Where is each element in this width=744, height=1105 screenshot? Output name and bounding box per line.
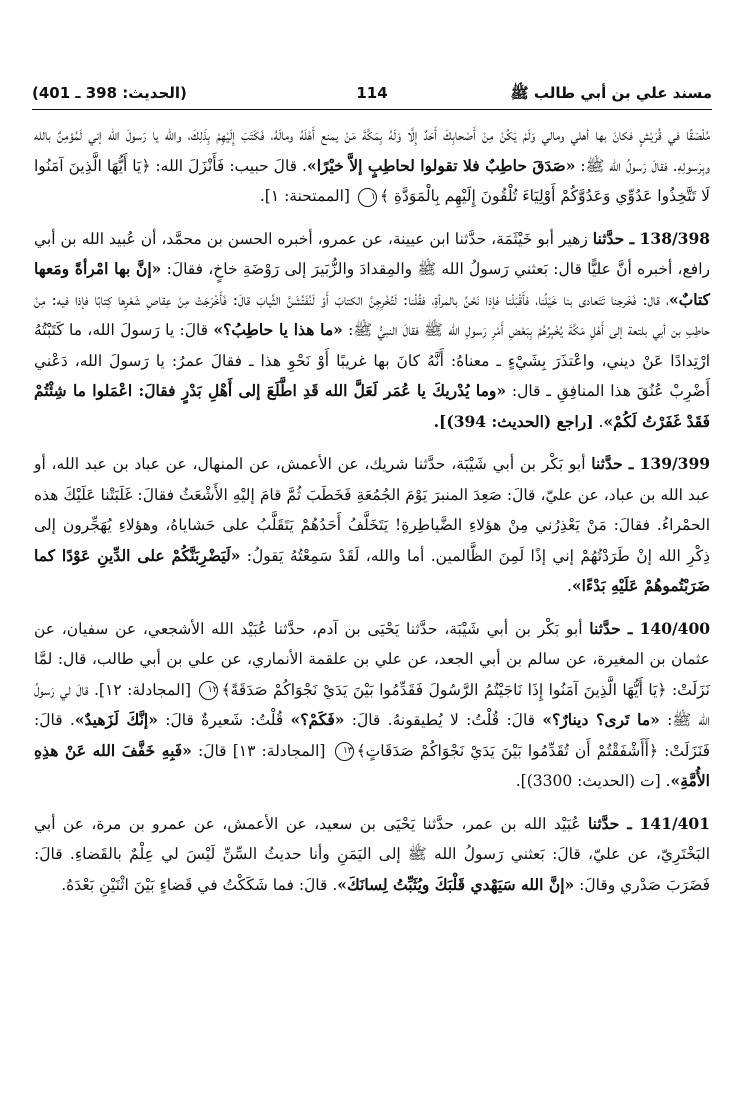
- bold-text: «فَبِهِ خَفَّفَ الله عَنْ هذِهِ الأُمَّةِ»: [34, 740, 710, 790]
- bold-text: «لَيَضْرِبَنَّكُمْ على الدِّينِ عَوْدًا كما ضَرَبْتُموهُمْ عَلَيْهِ بَدْءًا»: [34, 545, 710, 595]
- paragraph-continuation: [34, 120, 710, 212]
- page-header: [32, 82, 712, 108]
- bold-text: «صَدَقَ حاطِبٌ فلا تقولوا لحاطِبٍ إلاَّ خيْرًا»: [307, 155, 576, 175]
- bold-text: «إنَّ الله سَيَهْدي قَلْبَكَ ويُثَبِّتُ لِسانَكَ»: [337, 874, 575, 894]
- body-text: . قالَ: فَنَزَلَتْ: ﴿أَأَشْفَقْتُمْ أَن تُقَدِّمُوا بَيْنَ يَدَيْ نَجْوَاكُمْ صَدَقَاتٍ﴾: [34, 711, 710, 760]
- hadith-400: [34, 614, 710, 797]
- hadith-399: [34, 449, 710, 602]
- hadith-398: [34, 224, 710, 438]
- body-text: [الممتحنة: ١].: [259, 187, 355, 205]
- body-text: . قالَ حبيب: فَأَنْزَلَ الله: ﴿يَا أَيُّهَا الَّذِينَ آمَنُوا لَا تَتَّخِذُوا عَدُوِّي وَعَدُوَّكُمْ أَوْلِيَاءَ تُلْقُونَ إِلَيْهِم بِالْمَوَدَّةِ ﴾: [34, 156, 710, 205]
- body-text: . [ت (الحديث: 3300)].: [515, 772, 671, 790]
- bold-text: [راجع (الحديث: 394)].: [433, 411, 594, 431]
- ayah-number-icon: ١٣: [335, 742, 354, 761]
- bold-text: 140/400 ـ حدَّثنا: [589, 618, 711, 638]
- header-divider: [32, 109, 712, 110]
- bold-text: 141/401 ـ حدَّثنا: [587, 813, 710, 833]
- body-text: قُلْتُ: شَعيرةٌ قالَ:: [157, 711, 291, 729]
- body-text: أبو بَكْر بن أبي شَيْبَة، حدَّثنا شريك، عن الأعمش، عن المنهال، عن عباد بن عبد الله، أو عبد الله بن عباد، عن عليّ، قالَ: صَعِدَ المنبرَ يَوْمَ الجُمُعَةِ فَخَطَبَ ثُمَّ قامَ إليْهِ الأَشْعَثُ فقالَ: غَلَبَتْنا عَلَيْكَ هذه الحمْراءُ. فقالَ: مَنْ يَعْذِرُني مِنْ هؤلاءِ الضَّياطِرةِ! يَتَخَلَّفُ أَحَدُهُمْ يَتَقَلَّبُ على حَشاياهُ، وهؤلاءِ يُهَجِّرون إلى ذِكْرِ الله إنْ طَرَدْتُهُمْ إني إذًا لَمِنَ الظَّالمين. أما والله، لَقَدْ سَمِعْتُهُ يَقولُ:: [34, 455, 711, 565]
- body-text: ، قال: فَخَرجنا تَتَعادى بنا خَيْلُنا، فأَقْبَلْنا فإذا نَحْنُ بالمرأةِ، فقُلْنا: لَتُخْرِجِنَّ الكتابَ أَوْ لَنُفَتِّشَنَّ الثِّيابَ قالَ: فَأَخْرَجَتْ مِنْ عِقاصِ شَعْرِها كِتابًا فإذا فيه: مِنْ حاطِبِ بن أبي بلتعة إلى أَهْلِ مَكَّةَ يُخْبِرُهُمْ بِبَعْضِ أَمْرِ رَسولِ الله ﷺ فقالَ النبيُّ ﷺ:: [34, 290, 710, 339]
- bold-text: 139/399 ـ حدَّثنا: [591, 454, 711, 473]
- bold-text: «إنَّكَ لَزَهيدٌ»: [74, 710, 158, 729]
- running-title: مسند علي بن أبي طالب ﷺ: [510, 84, 712, 102]
- bold-text: «إنَّ بها امْرأةً ومَعها كتابٌ»: [34, 259, 710, 309]
- bold-text: «ما تَرى؟ دينارٌ؟»: [542, 710, 660, 729]
- body-text: قالَ: قُلْتُ: لا يُطيقونهُ. قالَ:: [344, 711, 543, 729]
- body-text: .: [593, 412, 604, 431]
- bold-text: «ما هذا يا حاطِبُ؟»: [213, 320, 343, 339]
- body-text: [المجادلة: ١٣] قالَ:: [191, 741, 332, 760]
- body-text: . قالَ: فما شَكَكْتُ في قَضاءٍ بَيْنَ اثْنَيْنِ بَعْدَهُ.: [61, 875, 338, 894]
- bold-text: 138/398 ـ حدَّثنا: [592, 228, 711, 248]
- body-text: أبو بَكْر بن أبي شَيْبَة، حدَّثنا يَحْيَى بن آدم، حدَّثنا عُبَيْد الله الأشجعي، عن سفيان، عن عثمان بن المغيرة، عن سالم بن أبي الجعد، عن علي بن علقمة الأنماري، عن علي بن أبي طالب، قال: لمَّا نَزَلَتْ: ﴿يَا أَيُّهَا الَّذِينَ آمَنُوا إِذَا نَاجَيْتُمُ الرَّسُولَ فَقَدِّمُوا بَيْنَ يَدَيْ نَجْوَاكُمْ صَدَقَةً﴾: [34, 619, 710, 699]
- ayah-number-icon: ١: [358, 188, 377, 207]
- ayah-number-icon: ١٢: [199, 681, 218, 700]
- body-text: عُبَيْد الله بن عمر، حدَّثنا يَحْيَى بن سعيد، عن الأعمش، عن عمرو بن مرة، عن أبي البَخْتَرِيّ، عن عليّ، قالَ: بَعثني رَسولُ الله ﷺ إلى اليَمَنِ وأنا حديثُ السِّنِّ لَيْسَ لي عِلْمٌ بالقَضاءِ. قالَ: فَضَرَبَ صَدْري وقالَ:: [34, 814, 710, 894]
- body-text: [المجادلة: ١٢]. قالَ لي رَسولُ الله ﷺ:: [34, 680, 710, 729]
- body-text: .: [567, 577, 572, 595]
- hadith-range: (الحديث: 398 ـ 401): [32, 84, 187, 102]
- hadith-401: [34, 809, 710, 901]
- body-text: قالَ: يا رَسولَ الله، ما كَتَبْتُهُ ارْتِدادًا عَنْ ديني، واعْتذَرَ بِشَيْءٍ ـ معناهُ: أَنَّهُ كانَ بها غريبًا أَوْ نَحْوِ هذا ـ فقالَ عمرُ: يا رَسولَ الله، دَعْني أَضْرِبْ عُنُقَ هذا المنافِقِ ـ قال:: [34, 321, 710, 400]
- bold-text: «وما يُدْريكَ يا عُمَر لَعَلَّ الله قَدِ اطَّلَعَ إلى أَهْلِ بَدْرٍ فقالَ: اعْمَلوا ما شِئْتُمْ فَقَدْ غَفَرْتُ لَكُمْ»: [34, 381, 710, 431]
- body-text: زهير أبو خَيْثَمَة، حدَّثنا ابن عيينة، عن عمرو، أخبره الحسن بن محمَّد، أن عُبيد الله بن أبي رافع، أخبره أنَّ عليًّا قال: بَعثني رَسولُ الله ﷺ والمِقدادَ والزُّبَيرَ إلى رَوْضَةِ خاخٍ، فقالَ:: [34, 229, 710, 278]
- page-number: 114: [356, 84, 388, 102]
- bold-text: «فَكَمْ؟»: [290, 710, 345, 729]
- body-text: مُلْصَقًا في قُرَيْشٍ فكانَ بها أهلي ومالي وَلَمْ يَكُنْ مِنْ أَصْحابِكَ أَحَدٌ إِلَّا وَلَهُ بِمَكَّةَ مَنْ يمنع أَهْلَهُ ومالَهُ، فَكَتَبَ إِلَيْهِمْ بِذَلِكَ، والله يا رَسولَ الله إني لَمُؤمِنٌ بالله وبِرَسولِهِ. فقالَ رَسولُ الله ﷺ:: [34, 126, 710, 175]
- page-body: [34, 120, 710, 1105]
